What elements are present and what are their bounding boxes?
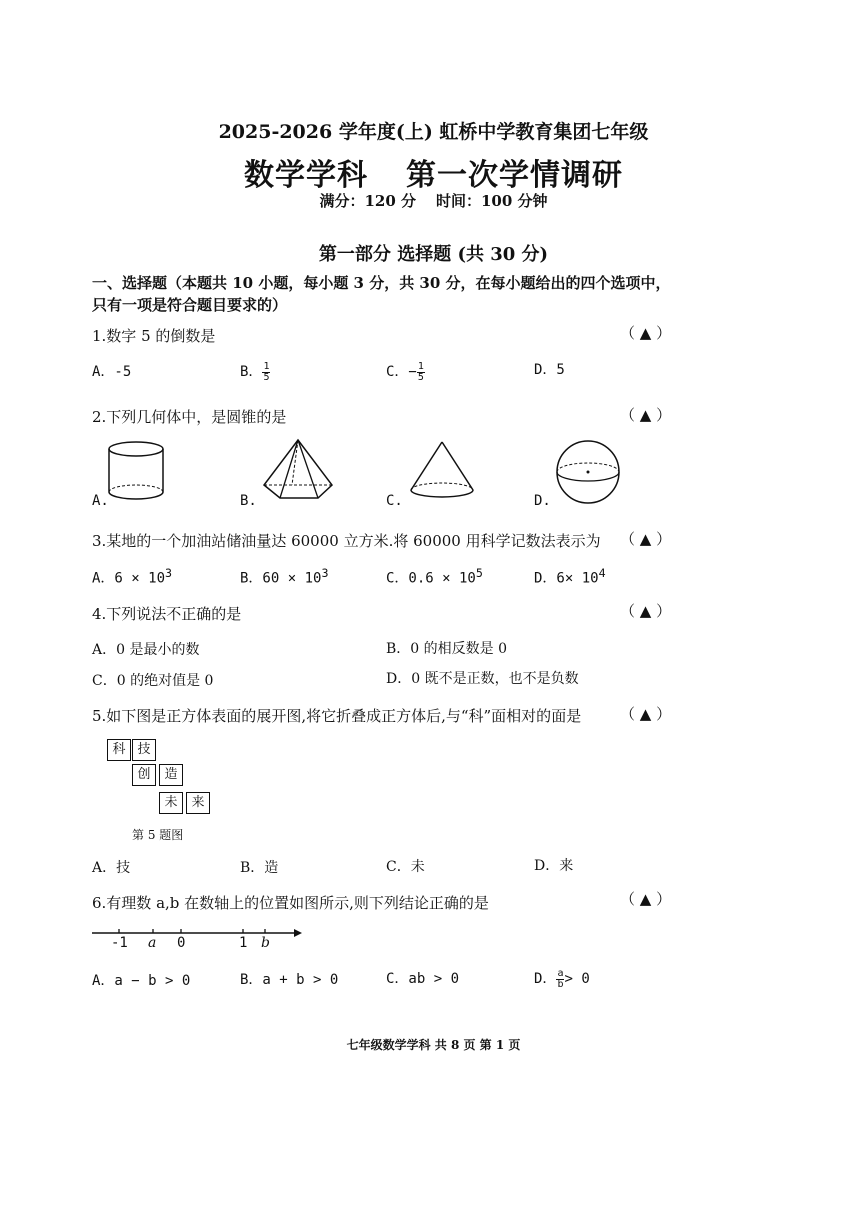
q1-option-c-prefix: C．− xyxy=(386,364,417,380)
q6-option-d-suffix: > 0 xyxy=(564,971,590,987)
net-face-ke: 科 xyxy=(107,739,131,761)
q1-option-b-fraction xyxy=(262,362,270,383)
q6-option-d-prefix: D． xyxy=(534,971,557,987)
cone-figure xyxy=(408,440,478,505)
q3-option-a xyxy=(92,566,172,588)
q5-option-d: D．来 xyxy=(534,858,574,874)
exam-info xyxy=(0,190,867,211)
q3-option-d xyxy=(534,566,606,588)
answer-mark-1: （ ▲ ） xyxy=(620,324,672,342)
q2-option-d: D. xyxy=(534,493,551,509)
subject-label: 数学学科 xyxy=(244,158,368,193)
q3-option-a-exponent: 3 xyxy=(165,566,173,580)
q6-option-d xyxy=(534,968,590,990)
q2-option-c: C. xyxy=(386,493,403,509)
q2-option-b: B. xyxy=(240,493,257,509)
axis-label-a: a xyxy=(148,935,157,951)
fraction-numerator: 1 xyxy=(263,360,270,372)
q3-option-d-base: D．6× 10 xyxy=(534,570,599,587)
exam-subtitle: 2025-2026 学年度(上) 虹桥中学教育集团七年级 xyxy=(218,121,649,143)
net-face-zao: 造 xyxy=(159,764,183,786)
q1-option-b xyxy=(240,361,270,383)
q4-option-a: A．0 是最小的数 xyxy=(92,642,200,658)
q3-option-d-exponent: 4 xyxy=(598,566,606,580)
q4-option-d: D．0 既不是正数，也不是负数 xyxy=(386,671,579,687)
q6-option-b: B．a + b > 0 xyxy=(240,972,339,988)
q5-option-a: A．技 xyxy=(92,860,131,876)
cylinder-figure xyxy=(108,440,168,505)
q1-option-c-fraction xyxy=(417,362,425,383)
q3-option-b-exponent: 3 xyxy=(321,566,329,580)
answer-mark-4: （ ▲ ） xyxy=(620,602,672,620)
page-footer: 七年级数学学科 共 8 页 第 1 页 xyxy=(346,1038,521,1052)
answer-mark-3: （ ▲ ） xyxy=(620,530,672,548)
q3-option-b xyxy=(240,566,328,588)
q6-option-a: A．a − b > 0 xyxy=(92,973,191,989)
question-5-stem: 5.如下图是正方体表面的展开图,将它折叠成正方体后,与“科”面相对的面是 xyxy=(92,707,582,725)
sphere-figure xyxy=(556,440,624,508)
q3-option-c-exponent: 5 xyxy=(475,566,483,580)
q2-option-a: A. xyxy=(92,493,109,509)
axis-label-1: 1 xyxy=(239,935,248,951)
q3-option-a-base: A．6 × 10 xyxy=(92,570,166,587)
answer-mark-5: （ ▲ ） xyxy=(620,705,672,723)
exam-name: 第一次学情调研 xyxy=(406,158,623,193)
q4-option-c: C．0 的绝对值是 0 xyxy=(92,673,214,689)
q6-option-c: C．ab > 0 xyxy=(386,971,460,987)
question-6-stem: 6.有理数 a,b 在数轴上的位置如图所示,则下列结论正确的是 xyxy=(92,894,489,912)
fraction-numerator: a xyxy=(557,967,564,979)
q4-option-b: B．0 的相反数是 0 xyxy=(386,641,508,657)
section-instructions: 一、选择题（本题共 10 小题，每小题 3 分，共 30 分，在每小题给出的四个选项中，只有一项是符合题目要求的） xyxy=(92,274,671,314)
q1-option-b-prefix: B． xyxy=(240,364,263,380)
fraction-denominator: 5 xyxy=(417,371,424,383)
q3-option-c xyxy=(386,566,483,588)
question-1-stem: 1.数字 5 的倒数是 xyxy=(92,327,216,345)
time-info: 时间：100 分钟 xyxy=(436,192,548,210)
question-2-stem: 2.下列几何体中，是圆锥的是 xyxy=(92,408,287,426)
q5-option-b: B．造 xyxy=(240,860,279,876)
score-info: 满分：120 分 xyxy=(319,192,416,210)
q3-option-b-base: B．60 × 10 xyxy=(240,570,322,587)
figure-caption: 第 5 题图 xyxy=(132,828,184,842)
pyramid-figure xyxy=(262,440,337,508)
exam-title xyxy=(0,150,867,194)
answer-mark-2: （ ▲ ） xyxy=(620,406,672,424)
fraction-denominator: 5 xyxy=(263,371,270,383)
net-face-ji: 技 xyxy=(132,739,156,761)
q1-option-a: A．-5 xyxy=(92,364,132,380)
question-3-stem: 3.某地的一个加油站储油量达 60000 立方米.将 60000 用科学记数法表示为 xyxy=(92,532,601,550)
q1-option-c xyxy=(386,361,425,383)
net-face-lai: 来 xyxy=(186,792,210,814)
fraction-denominator: b xyxy=(557,978,564,990)
net-face-wei: 未 xyxy=(159,792,183,814)
part-title: 第一部分 选择题 (共 30 分) xyxy=(318,244,549,265)
q5-option-c: C．未 xyxy=(386,859,425,875)
axis-label-neg1: -1 xyxy=(111,935,128,951)
axis-label-0: 0 xyxy=(177,935,186,951)
net-face-chuang: 创 xyxy=(132,764,156,786)
fraction-numerator: 1 xyxy=(417,360,424,372)
question-4-stem: 4.下列说法不正确的是 xyxy=(92,605,242,623)
answer-mark-6: （ ▲ ） xyxy=(620,890,672,908)
q1-option-d: D．5 xyxy=(534,362,565,378)
axis-label-b: b xyxy=(261,935,270,951)
q3-option-c-base: C．0.6 × 10 xyxy=(386,570,476,587)
